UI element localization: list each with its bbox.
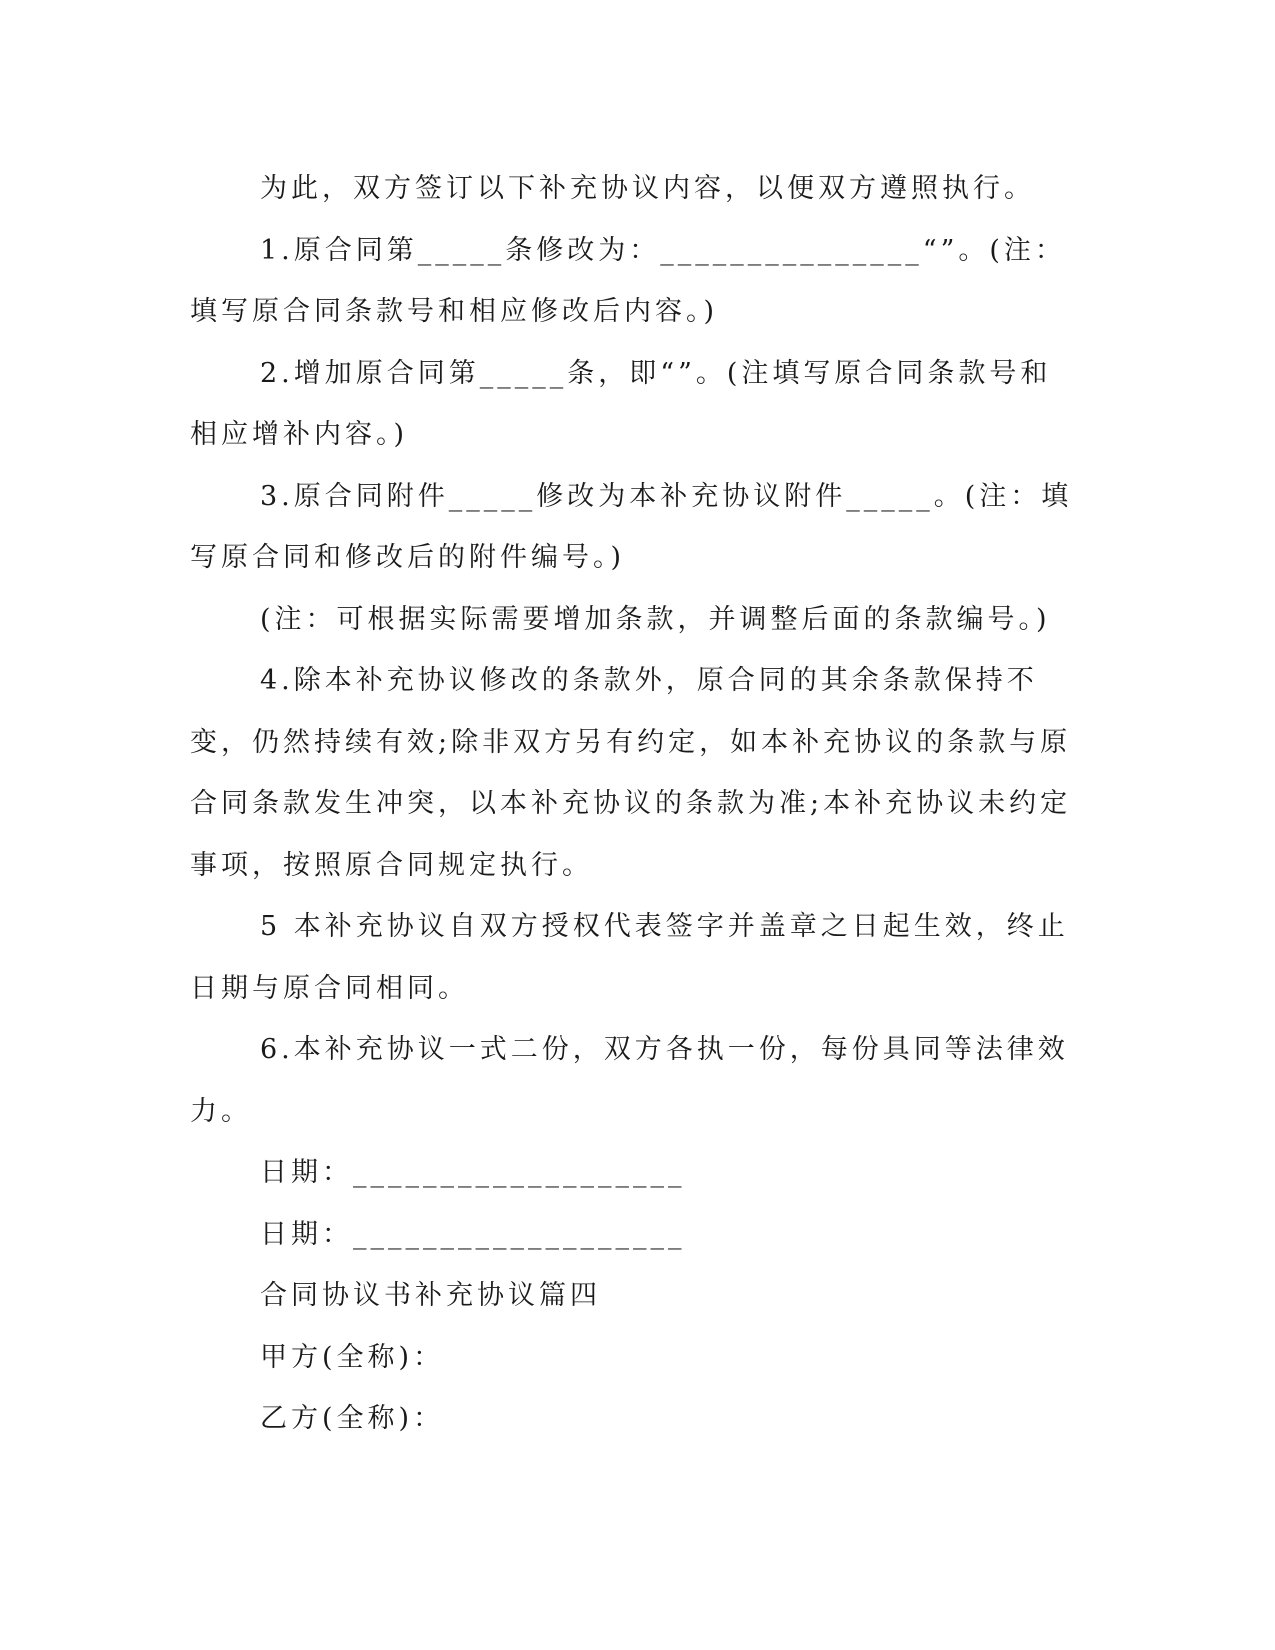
clause-5: 5 本补充协议自双方授权代表签字并盖章之日起生效，终止日期与原合同相同。: [190, 911, 1069, 1004]
clause-3: 3.原合同附件_____修改为本补充协议附件_____。(注：填写原合同和修改后的附件编号。): [190, 480, 1073, 573]
clause-2: 2.增加原合同第_____条，即“”。(注填写原合同条款号和相应增补内容。): [190, 357, 1052, 450]
date-line: 日期：___________________: [260, 1218, 686, 1250]
party-a-label: 甲方(全称)：: [260, 1341, 445, 1373]
document-body: [190, 158, 1080, 1450]
paragraph-intro: 为此，双方签订以下补充协议内容，以便双方遵照执行。: [260, 173, 1035, 204]
note-paragraph: (注：可根据实际需要增加条款，并调整后面的条款编号。): [260, 603, 1051, 635]
party-b-label: 乙方(全称)：: [260, 1403, 445, 1434]
clause-1: 1.原合同第_____条修改为：_______________“”。(注：填写原合同条款号和相应修改后内容。): [190, 234, 1066, 327]
clause-6: 6.本补充协议一式二份，双方各执一份，每份具同等法律效力。: [190, 1034, 1069, 1127]
date-line: 日期：___________________: [260, 1157, 686, 1188]
section-heading: 合同协议书补充协议篇四: [260, 1280, 601, 1311]
clause-4: 4.除本补充协议修改的条款外，原合同的其余条款保持不变，仍然持续有效;除非双方另有约定，如本补充协议的条款与原合同条款发生冲突，以本补充协议的条款为准;本补充协议未约定事项，按照原合同规定执行。: [190, 665, 1072, 881]
